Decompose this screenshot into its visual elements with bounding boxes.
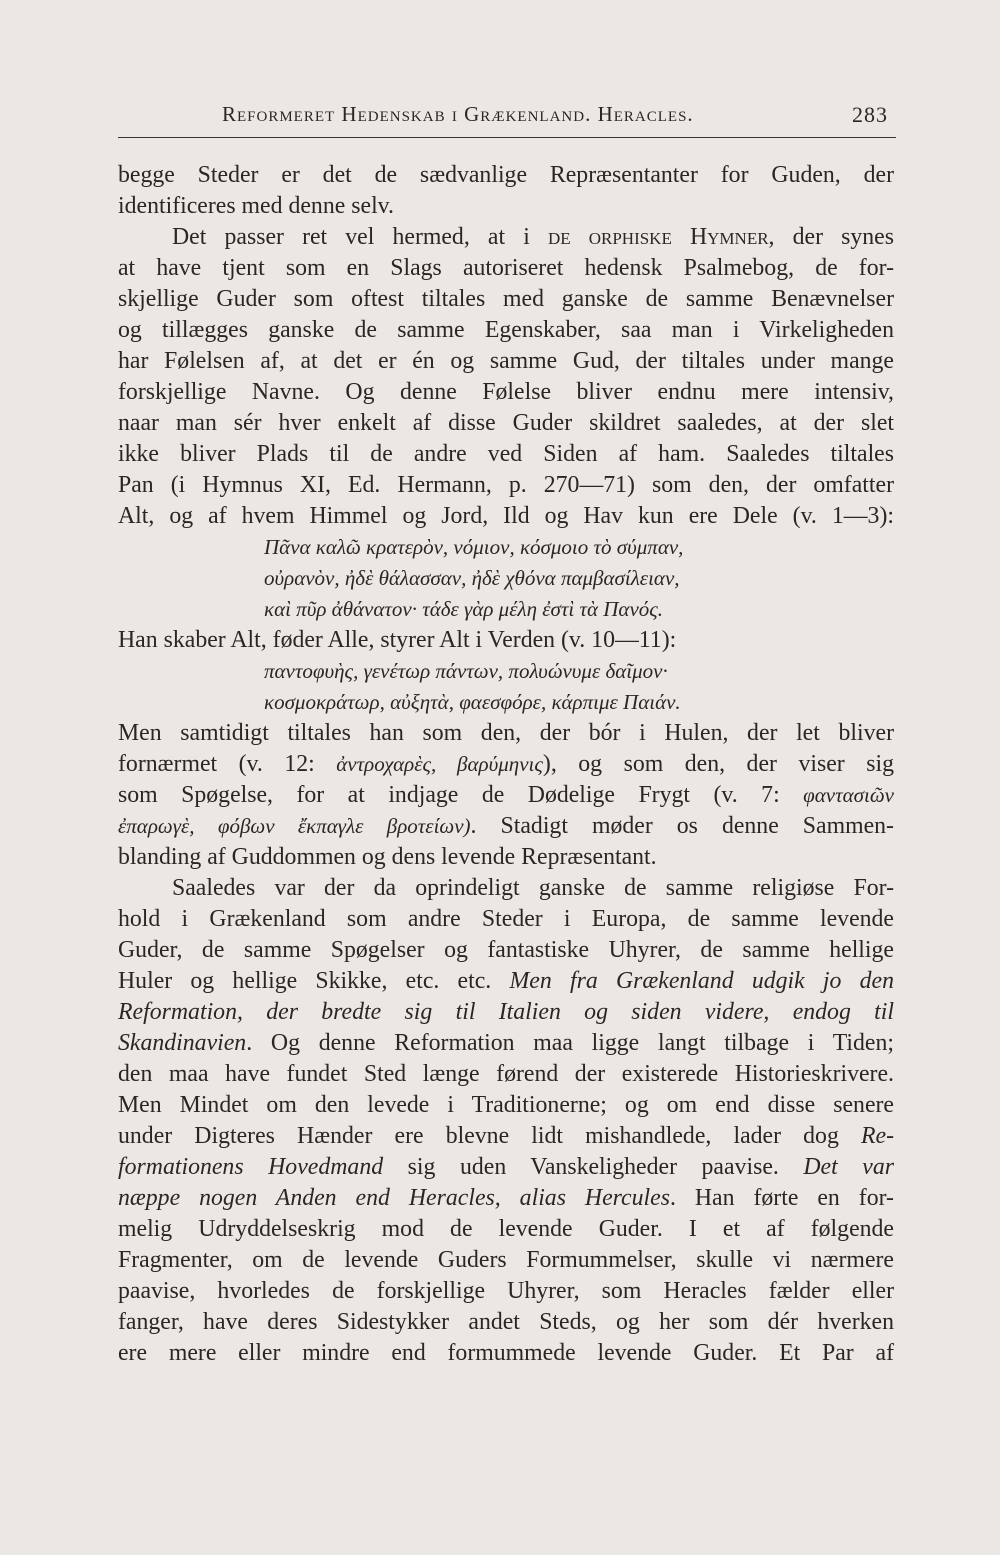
- text-segment: Men fra Grækenland udgik jo den: [509, 968, 894, 994]
- text-line: Guder, de samme Spøgelser og fantastiske Uhyrer, de samme hellige: [118, 937, 894, 963]
- verse-line: παντοφυὴς, γενέτωρ πάντων, πολυώνυμε δαῖμον·: [264, 659, 668, 683]
- text-segment: , der synes: [768, 224, 895, 250]
- text-segment: næppe nogen Anden end Heracles, alias Hercules: [118, 1185, 670, 1211]
- text-segment: som Spøgelse, for at indjage de Dødelige Frygt (v. 7:: [118, 782, 804, 808]
- text-segment: Re-: [860, 1123, 894, 1149]
- text-segment: Reformation, der bredte sig til Italien og siden videre, endog til: [118, 999, 894, 1025]
- text-line: ikke bliver Plads til de andre ved Siden af ham. Saaledes tiltales: [118, 441, 894, 467]
- text-line: [118, 780, 894, 811]
- text-line: Men samtidigt tiltales han som den, der bór i Hulen, der let bliver: [118, 720, 894, 746]
- text-line: paavise, hvorledes de forskjellige Uhyrer, som Heracles fælder eller: [118, 1278, 894, 1304]
- text-line: [118, 811, 894, 842]
- text-segment: sig uden Vanskeligheder paavise.: [383, 1154, 804, 1180]
- running-title: Reformeret Hedenskab i Grækenland. Heracles.: [222, 102, 694, 126]
- text-line: at have tjent som en Slags autoriseret hedensk Psalmebog, de for-: [118, 255, 894, 281]
- text-line: [118, 1121, 894, 1152]
- page-number: 283: [852, 102, 888, 127]
- verse-line: κοσμοκράτωρ, αὐξητὰ, φαεσφόρε, κάρπιμε Παιάν.: [264, 690, 681, 714]
- text-line: den maa have fundet Sted længe førend der existerede Historieskrivere.: [118, 1061, 894, 1087]
- text-line: og tillægges ganske de samme Egenskaber, saa man i Virkeligheden: [118, 317, 894, 343]
- text-line: Men Mindet om den levede i Traditionerne; og om end disse senere: [118, 1092, 894, 1118]
- text-line: [118, 1028, 894, 1059]
- text-segment: . Stadigt møder os denne Sammen-: [470, 813, 894, 839]
- text-segment: under Digteres Hænder ere blevne lidt mishandlede, lader dog: [118, 1123, 861, 1149]
- text-segment: fornærmet (v. 12:: [118, 751, 337, 777]
- text-segment: . Han førte en for-: [669, 1185, 894, 1211]
- text-line: hold i Grækenland som andre Steder i Europa, de samme levende: [118, 906, 894, 932]
- text-segment: Det passer ret vel hermed, at i: [172, 224, 548, 250]
- text-line: naar man sér hver enkelt af disse Guder skildret saaledes, at der slet: [118, 410, 894, 436]
- text-line: Fragmenter, om de levende Guders Formummelser, skulle vi nærmere: [118, 1247, 894, 1273]
- verse-line: οὐρανὸν, ἠδὲ θάλασσαν, ἠδὲ χθόνα παμβασίλειαν,: [264, 566, 680, 590]
- text-line: har Følelsen af, at det er én og samme Gud, der tiltales under mange: [118, 348, 894, 374]
- text-line: [118, 222, 894, 253]
- text-line: [118, 749, 894, 780]
- verse-line: Πᾶνα καλῶ κρατερὸν, νόμιον, κόσμοιο τὸ σύμπαν,: [264, 535, 684, 559]
- text-line: [118, 966, 894, 997]
- text-line: fanger, have deres Sidestykker andet Steds, og her som dér hverken: [118, 1309, 894, 1335]
- text-line: Pan (i Hymnus XI, Ed. Hermann, p. 270—71) som den, der omfatter: [118, 472, 894, 498]
- text-line: blanding af Guddommen og dens levende Repræsentant.: [118, 844, 657, 870]
- verse-line: καὶ πῦρ ἀθάνατον· τάδε γὰρ μέλη ἐστὶ τὰ Πανός.: [264, 597, 664, 621]
- text-line: Han skaber Alt, føder Alle, styrer Alt i Verden (v. 10—11):: [118, 627, 677, 653]
- text-segment: ), og som den, der viser sig: [542, 751, 894, 777]
- text-line: [118, 1152, 894, 1183]
- text-line: begge Steder er det de sædvanlige Repræsentanter for Guden, der: [118, 162, 894, 188]
- text-line: ere mere eller mindre end formummede levende Guder. Et Par af: [118, 1340, 894, 1366]
- body-text: [118, 160, 894, 1369]
- text-line: [118, 997, 894, 1028]
- text-line: forskjellige Navne. Og denne Følelse bliver endnu mere intensiv,: [118, 379, 894, 405]
- text-segment: ἀντροχαρὲς, βαρύμηνις: [336, 752, 543, 776]
- text-segment: Det var: [803, 1154, 894, 1180]
- text-segment: formationens Hovedmand: [118, 1154, 384, 1180]
- text-segment: de orphiske Hymner: [547, 224, 769, 250]
- text-segment: ἐπαρωγὲ, φόβων ἔκπαγλε βροτείων): [118, 814, 471, 838]
- text-line: Saaledes var der da oprindeligt ganske de samme religiøse For-: [172, 875, 894, 901]
- text-segment: Huler og hellige Skikke, etc. etc.: [118, 968, 510, 994]
- text-line: identificeres med denne selv.: [118, 193, 394, 219]
- text-segment: φαντασιῶν: [803, 783, 894, 807]
- text-line: Alt, og af hvem Himmel og Jord, Ild og Hav kun ere Dele (v. 1—3):: [118, 503, 894, 529]
- text-segment: . Og denne Reformation maa ligge langt tilbage i Tiden;: [246, 1030, 894, 1056]
- text-segment: Skandinavien: [118, 1030, 247, 1056]
- text-line: skjellige Guder som oftest tiltales med ganske de samme Benævnelser: [118, 286, 894, 312]
- text-line: melig Udryddelseskrig mod de levende Guder. I et af følgende: [118, 1216, 894, 1242]
- page-header: [118, 97, 896, 138]
- text-line: [118, 1183, 894, 1214]
